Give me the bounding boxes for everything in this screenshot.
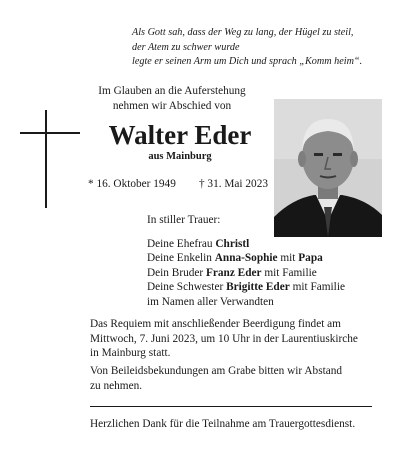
mourner-line: im Namen aller Verwandten [147,295,274,308]
mourner-text: mit [277,252,299,265]
intro-line: nehmen wir Abschied von [112,100,232,112]
mourner-name: Anna-Sophie [214,252,278,265]
requiem-line: in Mainburg statt. [90,347,171,360]
condolence-line: zu nehmen. [90,379,143,392]
mourner-name: Papa [298,252,323,265]
condolence-note [90,364,390,393]
intro [82,84,262,114]
condolence-line: Von Beileidsbekundungen am Grabe bitten wir Abstand [90,365,343,377]
mourners-heading: In stiller Trauer: [147,214,221,226]
poem [132,26,394,70]
mourner-text: mit Familie [289,281,345,294]
mourner-line [147,266,387,281]
mourner-name: Christl [215,237,250,250]
mourners-list [147,213,387,310]
mourner-line [147,251,387,266]
mourner-name: Brigitte Eder [226,281,290,294]
divider [90,406,372,407]
requiem-line: Das Requiem mit anschließender Beerdigung findet am [90,318,341,330]
intro-line: Im Glauben an die Auferstehung [98,85,246,97]
deceased-name: Walter Eder [108,120,252,150]
requiem-info [90,317,390,361]
mourner-name: Franz Eder [205,266,262,279]
death-date: † 31. Mai 2023 [198,178,268,190]
life-dates [88,178,268,190]
poem-line: Als Gott sah, dass der Weg zu lang, der Hügel zu steil, [132,27,354,38]
mourner-text: Deine Ehefrau [147,237,216,250]
mourner-text: Deine Enkelin [147,252,215,265]
deceased-origin: aus Mainburg [148,151,212,162]
cross-icon-bar [20,132,80,134]
poem-line: der Atem zu schwer wurde [132,41,240,53]
requiem-line: Mittwoch, 7. Juni 2023, um 10 Uhr in der Laurentiuskirche [90,332,358,345]
mourner-text: Deine Schwester [147,281,227,294]
mourner-line [147,237,387,252]
mourner-text: mit Familie [261,266,317,279]
poem-line: legte er seinen Arm um Dich und sprach „Komm heim“. [132,56,363,67]
thanks-note: Herzlichen Dank für die Teilnahme am Trauergottesdienst. [90,418,356,430]
birth-date: * 16. Oktober 1949 [88,178,176,190]
mourner-line [147,280,387,295]
mourner-text: Dein Bruder [147,266,206,279]
cross-icon [45,110,47,208]
